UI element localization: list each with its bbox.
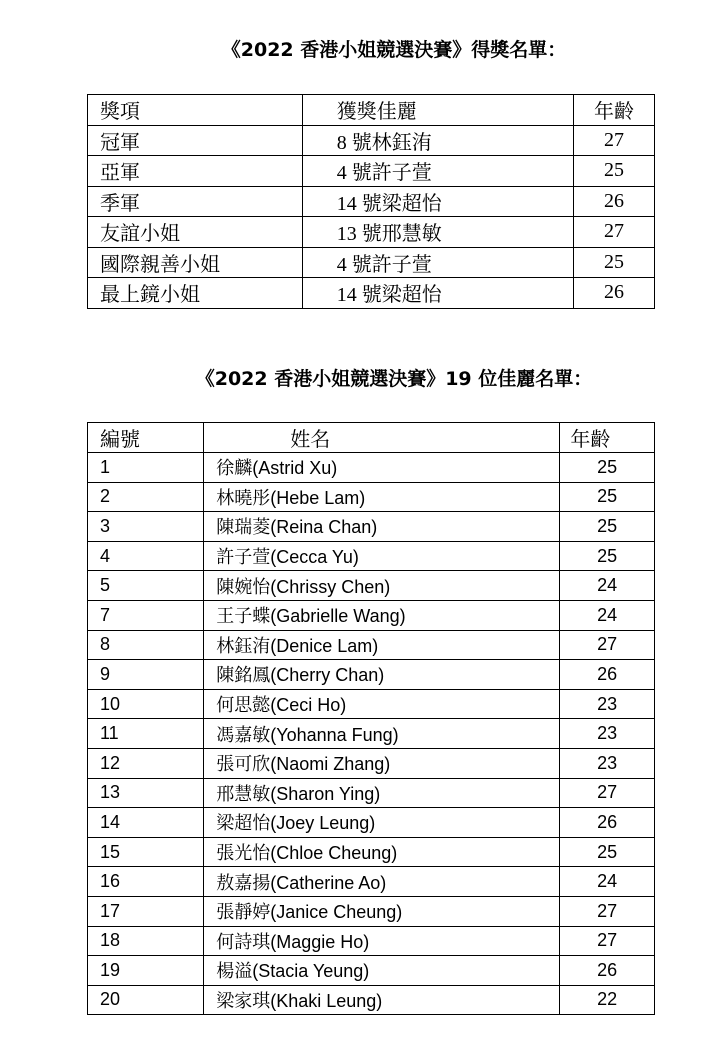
award-cell: 冠軍 (88, 125, 303, 156)
number-cell: 2 (88, 482, 204, 512)
age-cell: 25 (560, 482, 655, 512)
number-cell: 5 (88, 571, 204, 601)
number-cell: 20 (88, 985, 204, 1015)
table-row (88, 630, 655, 660)
name-cell: 陳銘鳳(Cherry Chan) (204, 660, 560, 690)
table-row (88, 808, 655, 838)
age-cell: 27 (560, 896, 655, 926)
table-row (88, 571, 655, 601)
age-cell: 24 (560, 600, 655, 630)
number-cell: 14 (88, 808, 204, 838)
number-cell: 13 (88, 778, 204, 808)
age-cell: 24 (560, 867, 655, 897)
table-row (88, 985, 655, 1015)
age-cell: 26 (574, 186, 655, 217)
name-cell: 邢慧敏(Sharon Ying) (204, 778, 560, 808)
awards-table-body (88, 95, 655, 309)
number-cell: 4 (88, 541, 204, 571)
header-award: 獎項 (88, 95, 303, 126)
age-cell: 26 (560, 808, 655, 838)
name-cell: 張靜婷(Janice Cheung) (204, 896, 560, 926)
age-cell: 24 (560, 571, 655, 601)
name-cell: 何思懿(Ceci Ho) (204, 689, 560, 719)
header-number: 編號 (88, 423, 204, 453)
contestants-table-body (88, 423, 655, 1015)
name-cell: 林鈺洧(Denice Lam) (204, 630, 560, 660)
name-cell: 陳瑞菱(Reina Chan) (204, 512, 560, 542)
header-age: 年齡 (560, 423, 655, 453)
header-age: 年齡 (574, 95, 655, 126)
header-winner: 獲獎佳麗 (302, 95, 573, 126)
name-cell: 梁家琪(Khaki Leung) (204, 985, 560, 1015)
table-row (88, 689, 655, 719)
age-cell: 25 (574, 156, 655, 187)
table-row (88, 896, 655, 926)
table-row (88, 217, 655, 248)
number-cell: 17 (88, 896, 204, 926)
name-cell: 敖嘉揚(Catherine Ao) (204, 867, 560, 897)
winner-cell: 4 號許子萱 (302, 247, 573, 278)
number-cell: 10 (88, 689, 204, 719)
table-row (88, 867, 655, 897)
age-cell: 25 (560, 453, 655, 483)
age-cell: 27 (574, 217, 655, 248)
awards-title: 《2022 香港小姐競選決賽》得獎名單： (221, 39, 567, 61)
name-cell: 楊溢(Stacia Yeung) (204, 956, 560, 986)
number-cell: 19 (88, 956, 204, 986)
age-cell: 22 (560, 985, 655, 1015)
number-cell: 7 (88, 600, 204, 630)
table-row (88, 453, 655, 483)
table-row (88, 482, 655, 512)
name-cell: 何詩琪(Maggie Ho) (204, 926, 560, 956)
table-row (88, 778, 655, 808)
name-cell: 陳婉怡(Chrissy Chen) (204, 571, 560, 601)
age-cell: 27 (560, 926, 655, 956)
name-cell: 徐麟(Astrid Xu) (204, 453, 560, 483)
number-cell: 18 (88, 926, 204, 956)
name-cell: 許子萱(Cecca Yu) (204, 541, 560, 571)
number-cell: 16 (88, 867, 204, 897)
award-cell: 國際親善小姐 (88, 247, 303, 278)
table-row (88, 156, 655, 187)
age-cell: 26 (560, 956, 655, 986)
table-row (88, 512, 655, 542)
table-row (88, 719, 655, 749)
header-name: 姓名 (204, 423, 560, 453)
table-row (88, 926, 655, 956)
number-cell: 12 (88, 748, 204, 778)
age-cell: 26 (560, 660, 655, 690)
name-cell: 王子蝶(Gabrielle Wang) (204, 600, 560, 630)
contestants-title: 《2022 香港小姐競選決賽》19 位佳麗名單： (195, 368, 593, 390)
age-cell: 25 (560, 541, 655, 571)
winner-cell: 4 號許子萱 (302, 156, 573, 187)
age-cell: 25 (560, 512, 655, 542)
age-cell: 23 (560, 689, 655, 719)
award-cell: 亞軍 (88, 156, 303, 187)
award-cell: 友誼小姐 (88, 217, 303, 248)
age-cell: 23 (560, 719, 655, 749)
age-cell: 26 (574, 278, 655, 309)
winner-cell: 13 號邢慧敏 (302, 217, 573, 248)
winner-cell: 14 號梁超怡 (302, 278, 573, 309)
age-cell: 25 (574, 247, 655, 278)
number-cell: 15 (88, 837, 204, 867)
contestants-header-row (88, 423, 655, 453)
name-cell: 張可欣(Naomi Zhang) (204, 748, 560, 778)
age-cell: 27 (560, 630, 655, 660)
table-row (88, 125, 655, 156)
winner-cell: 8 號林鈺洧 (302, 125, 573, 156)
award-cell: 季軍 (88, 186, 303, 217)
table-row (88, 186, 655, 217)
table-row (88, 748, 655, 778)
award-cell: 最上鏡小姐 (88, 278, 303, 309)
name-cell: 林曉彤(Hebe Lam) (204, 482, 560, 512)
table-row (88, 956, 655, 986)
name-cell: 張光怡(Chloe Cheung) (204, 837, 560, 867)
age-cell: 27 (574, 125, 655, 156)
number-cell: 1 (88, 453, 204, 483)
number-cell: 11 (88, 719, 204, 749)
table-row (88, 660, 655, 690)
table-row (88, 837, 655, 867)
contestants-table (87, 422, 655, 1015)
winner-cell: 14 號梁超怡 (302, 186, 573, 217)
number-cell: 8 (88, 630, 204, 660)
name-cell: 馮嘉敏(Yohanna Fung) (204, 719, 560, 749)
number-cell: 9 (88, 660, 204, 690)
awards-table (87, 94, 655, 309)
table-row (88, 541, 655, 571)
table-row (88, 278, 655, 309)
awards-header-row (88, 95, 655, 126)
age-cell: 27 (560, 778, 655, 808)
age-cell: 25 (560, 837, 655, 867)
name-cell: 梁超怡(Joey Leung) (204, 808, 560, 838)
number-cell: 3 (88, 512, 204, 542)
table-row (88, 600, 655, 630)
age-cell: 23 (560, 748, 655, 778)
table-row (88, 247, 655, 278)
